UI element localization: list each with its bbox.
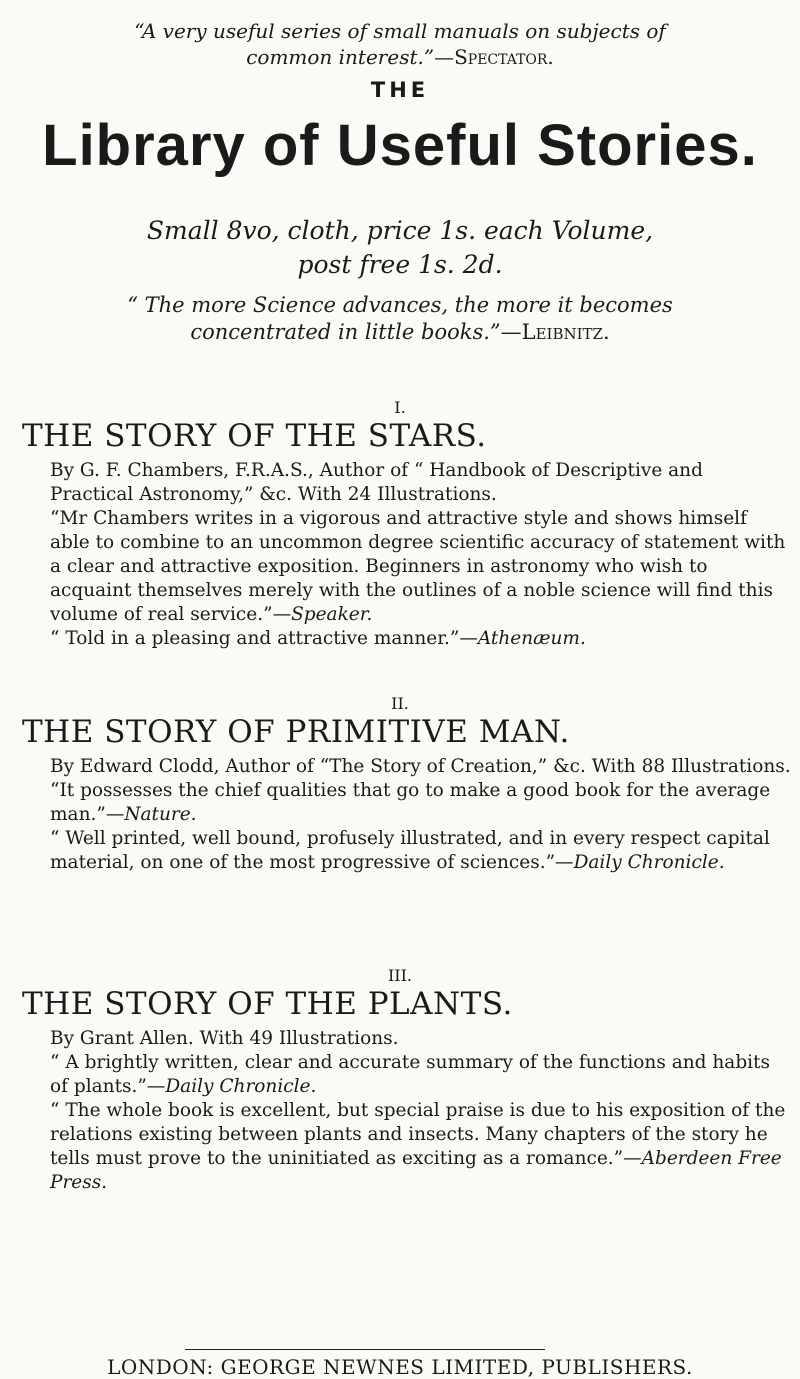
story-byline: By Edward Clodd, Author of “The Story of Creation,” &c. With 88 Illustrations. xyxy=(50,756,791,777)
story-body xyxy=(50,459,792,651)
epigraph-line1: “A very useful series of small manuals on subjects of xyxy=(134,19,666,43)
review xyxy=(50,627,792,651)
review xyxy=(50,827,792,875)
review xyxy=(50,1099,792,1195)
epigraph-source: —Spectator. xyxy=(434,45,554,69)
review-source: Aberdeen Free Press. xyxy=(50,1148,782,1193)
story-body xyxy=(50,755,792,875)
page-title: Library of Useful Stories. xyxy=(42,113,758,178)
review xyxy=(50,507,792,627)
review-text: “ Well printed, well bound, profusely illustrated, and in every respect capital material, on one of the most progressive of sciences.”— xyxy=(50,828,770,873)
price-info xyxy=(100,214,700,282)
title-article: THE xyxy=(370,78,430,102)
review-source: Athenæum. xyxy=(477,628,586,649)
story-numeral: III. xyxy=(387,966,413,985)
review-source: Daily Chronicle. xyxy=(165,1076,317,1097)
story-byline: By Grant Allen. With 49 Illustrations. xyxy=(50,1028,399,1049)
epigraph xyxy=(80,18,720,70)
review-text: “ A brightly written, clear and accurate summary of the functions and habits of plants.”— xyxy=(50,1052,771,1097)
review-text: “ Told in a pleasing and attractive manner.”— xyxy=(50,628,478,649)
motto-line1: “ The more Science advances, the more it becomes xyxy=(127,293,673,317)
review-text: “Mr Chambers writes in a vigorous and attractive style and shows himself able to combine to an uncommon degree scientific accuracy of statement with a clear and attractive exposition. Beginners in astronomy who wish to acquaint themselves merely with the outlines of a noble science will find this volume of real service.”— xyxy=(50,508,786,625)
motto-line2: concentrated in little books.” xyxy=(190,320,501,344)
epigraph-line2: common interest.” xyxy=(246,45,435,69)
review xyxy=(50,779,792,827)
review-source: Nature. xyxy=(124,804,197,825)
footer-divider xyxy=(185,1349,545,1350)
review-text: “It possesses the chief qualities that go to make a good book for the average man.”— xyxy=(50,780,771,825)
motto xyxy=(70,292,730,346)
story-byline: By G. F. Chambers, F.R.A.S., Author of “ Handbook of Descriptive and Practical Astronomy,” &c. With 24 Illustrations. xyxy=(50,460,703,505)
story-numeral: I. xyxy=(394,398,406,417)
price-line1: Small 8vo, cloth, price 1s. each Volume, xyxy=(146,216,654,245)
story-title: THE STORY OF THE PLANTS. xyxy=(22,986,513,1022)
price-line2: post free 1s. 2d. xyxy=(297,250,503,279)
review xyxy=(50,1051,792,1099)
review-source: Speaker. xyxy=(291,604,373,625)
story-numeral: II. xyxy=(391,694,409,713)
story-title: THE STORY OF THE STARS. xyxy=(22,418,487,454)
story-title: THE STORY OF PRIMITIVE MAN. xyxy=(22,714,570,750)
motto-source: —Leibnitz. xyxy=(500,320,610,344)
publisher-footer: LONDON: GEORGE NEWNES LIMITED, PUBLISHERS. xyxy=(107,1355,693,1379)
review-text: “ The whole book is excellent, but special praise is due to his exposition of the relations existing between plants and insects. Many chapters of the story he tells must prove to the uninitiated as exciting as a romance.”— xyxy=(50,1100,786,1169)
review-source: Daily Chronicle. xyxy=(573,852,725,873)
story-body xyxy=(50,1027,792,1195)
